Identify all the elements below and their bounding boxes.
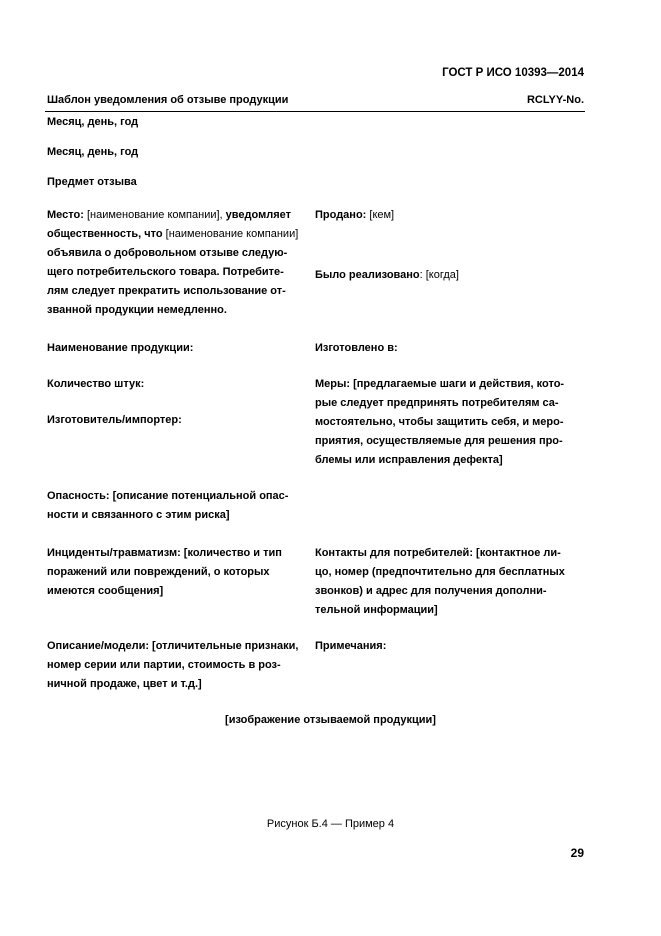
measures-line: Меры: [предлагаемые шаги и действия, кото- xyxy=(315,378,565,390)
place-line-6: званной продукции немедленно. xyxy=(47,304,227,316)
contacts-line: цо, номер (предпочтительно для бесплатных xyxy=(315,566,565,578)
figure-caption: Рисунок Б.4 — Пример 4 xyxy=(266,818,395,830)
measures-line: приятия, осуществляемые для решения про- xyxy=(315,435,563,447)
date-line-2: Месяц, день, год xyxy=(47,146,139,158)
product-image-placeholder: [изображение отзываемой продукции] xyxy=(225,714,436,726)
description-line: номер серии или партии, стоимость в роз- xyxy=(47,659,281,671)
sold-when: Было реализовано: [когда] xyxy=(315,269,459,281)
contacts-line: тельной информации] xyxy=(315,604,438,616)
place-line-1: Место: [наименование компании], уведомляет xyxy=(47,209,291,221)
place-line-2: общественность, что [наименование компании] xyxy=(47,228,299,240)
notes-label: Примечания: xyxy=(315,640,387,652)
description-line: Описание/модели: [отличительные признаки, xyxy=(47,640,299,652)
template-title: Шаблон уведомления об отзыве продукции xyxy=(47,94,289,106)
contacts-paragraph xyxy=(315,544,585,620)
date-line-1: Месяц, день, год xyxy=(47,116,139,128)
contacts-line: Контакты для потребителей: [контактное ли- xyxy=(315,547,561,559)
incidents-line: поражений или повреждений, о которых xyxy=(47,566,270,578)
place-line-5: лям следует прекратить использование от- xyxy=(47,285,286,297)
measures-line: блемы или исправления дефекта] xyxy=(315,454,503,466)
made-in-label: Изготовлено в: xyxy=(315,342,398,354)
recall-subject: Предмет отзыва xyxy=(47,176,137,188)
manufacturer-label: Изготовитель/импортер: xyxy=(47,414,182,426)
page-number: 29 xyxy=(570,846,584,860)
incidents-line: имеются сообщения] xyxy=(47,585,164,597)
measures-paragraph xyxy=(315,375,585,470)
quantity-label: Количество штук: xyxy=(47,378,145,390)
hazard-line: Опасность: [описание потенциальной опас- xyxy=(47,490,289,502)
product-name-label: Наименование продукции: xyxy=(47,342,194,354)
hazard-paragraph xyxy=(47,487,309,525)
description-line: ничной продаже, цвет и т.д.] xyxy=(47,678,202,690)
place-line-3: объявила о добровольном отзыве следую- xyxy=(47,247,288,259)
standard-number: ГОСТ Р ИСО 10393—2014 xyxy=(442,67,584,79)
measures-line: мостоятельно, чтобы защитить себя, и меро- xyxy=(315,416,564,428)
incidents-paragraph xyxy=(47,544,309,601)
measures-line: рые следует предпринять потребителям са- xyxy=(315,397,559,409)
hazard-line: ности и связанного с этим риска] xyxy=(47,509,230,521)
incidents-line: Инциденты/травматизм: [количество и тип xyxy=(47,547,282,559)
description-paragraph xyxy=(47,637,309,694)
place-line-4: щего потребительского товара. Потребите- xyxy=(47,266,284,278)
sold-by: Продано: [кем] xyxy=(315,209,395,221)
place-paragraph xyxy=(47,206,309,320)
header-rule xyxy=(45,111,585,112)
contacts-line: звонков) и адрес для получения дополни- xyxy=(315,585,547,597)
reference-number: RCLYY-No. xyxy=(526,94,584,106)
